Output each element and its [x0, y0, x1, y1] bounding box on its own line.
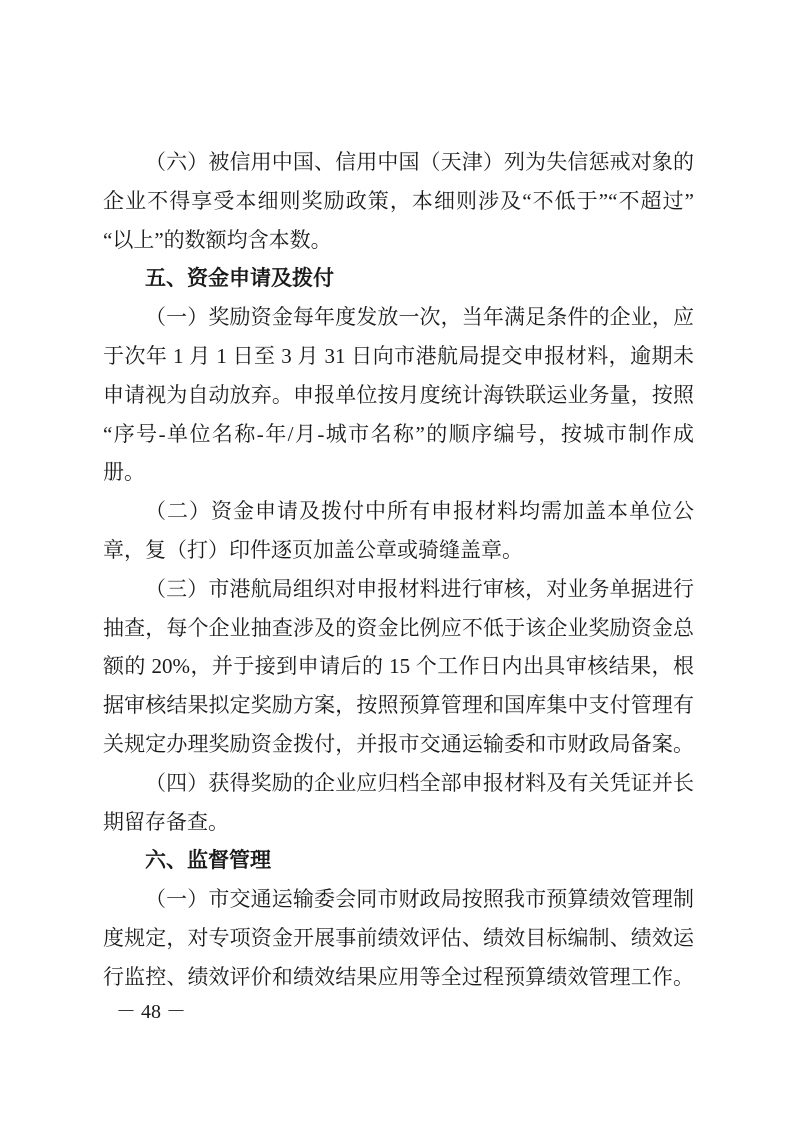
paragraph-5-4 — [103, 764, 694, 842]
text-line: （一）市交通运输委会同市财政局按照我市预算绩效管理制 — [145, 887, 694, 912]
section-heading-6: 六、监督管理 — [145, 848, 271, 873]
text-line: 于次年 1 月 1 日至 3 月 31 日向市港航局提交申报材料，逾期未 — [103, 343, 694, 368]
paragraph-5-2 — [103, 492, 694, 570]
text-line: （三）市港航局组织对申报材料进行审核，对业务单据进行 — [145, 576, 694, 601]
text-line: （六）被信用中国、信用中国（天津）列为失信惩戒对象的 — [145, 150, 694, 174]
text-line: 度规定，对专项资金开展事前绩效评估、绩效目标编制、绩效运 — [103, 925, 694, 950]
text-line: （二）资金申请及拨付中所有申报材料均需加盖本单位公 — [145, 499, 694, 524]
text-line: （四）获得奖励的企业应归档全部申报材料及有关凭证并长 — [145, 770, 694, 795]
text-line: 关规定办理奖励资金拨付，并报市交通运输委和市财政局备案。 — [103, 731, 694, 756]
section-heading-5: 五、资金申请及拨付 — [145, 266, 334, 291]
text-line: 企业不得享受本细则奖励政策，本细则涉及“不低于”“不超过” — [103, 188, 694, 213]
text-line: 抽查，每个企业抽查涉及的资金比例应不低于该企业奖励资金总 — [103, 615, 694, 640]
text-line: 册。 — [103, 460, 145, 485]
paragraph-5-1 — [103, 298, 694, 492]
document-body — [103, 143, 694, 997]
text-line: 期留存备查。 — [103, 809, 229, 834]
page-number: － 48 － — [116, 1001, 186, 1023]
text-line: “序号-单位名称-年/月-城市名称”的顺序编号，按城市制作成 — [103, 421, 694, 446]
paragraph-5-3 — [103, 570, 694, 764]
paragraph-6 — [103, 143, 694, 259]
text-line: “以上”的数额均含本数。 — [103, 227, 332, 252]
text-line: 额的 20%，并于接到申请后的 15 个工作日内出具审核结果，根 — [103, 654, 694, 679]
text-line: （一）奖励资金每年度发放一次，当年满足条件的企业，应 — [145, 305, 694, 330]
text-line: 章，复（打）印件逐页加盖公章或骑缝盖章。 — [103, 537, 523, 562]
text-line: 行监控、绩效评价和绩效结果应用等全过程预算绩效管理工作。 — [103, 964, 694, 989]
paragraph-6-1 — [103, 880, 694, 996]
text-line: 据审核结果拟定奖励方案，按照预算管理和国库集中支付管理有 — [103, 693, 694, 718]
text-line: 申请视为自动放弃。申报单位按月度统计海铁联运业务量，按照 — [103, 382, 694, 407]
